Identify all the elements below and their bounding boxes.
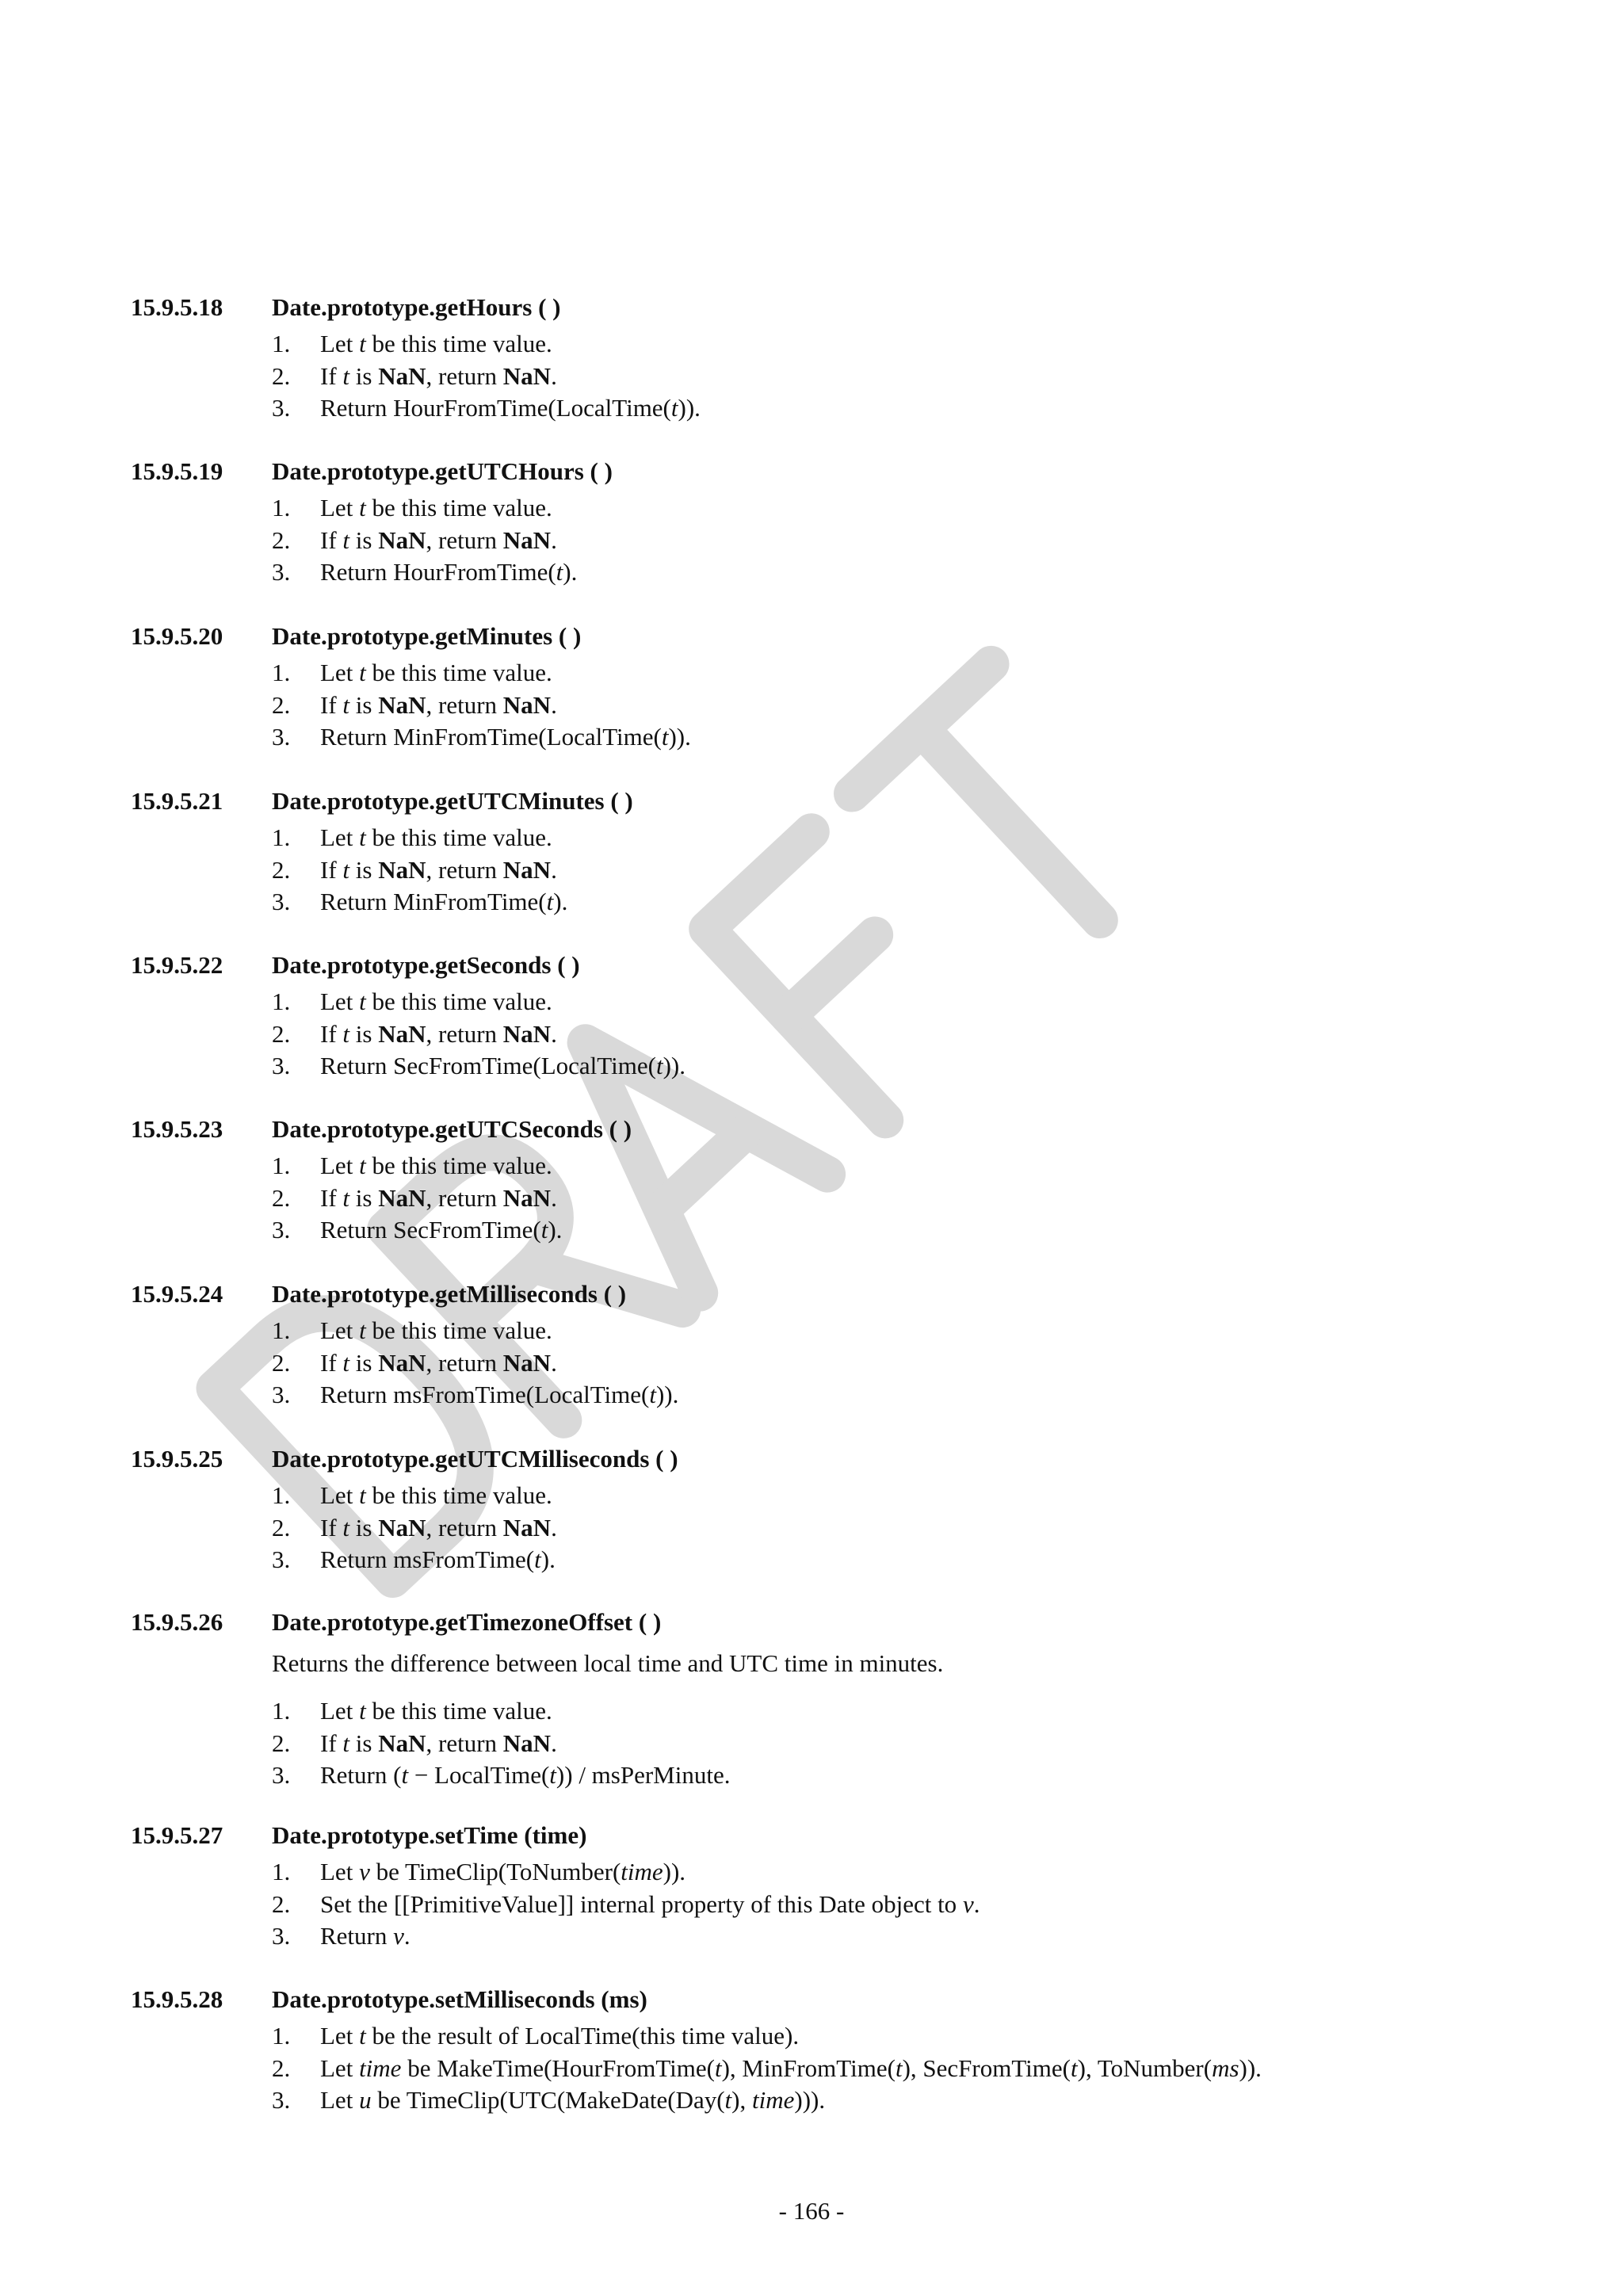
algorithm-step — [0, 854, 1623, 887]
section-heading — [0, 456, 1623, 487]
section-title: Date.prototype.getHours ( ) — [272, 293, 561, 321]
step-number: 2. — [272, 361, 291, 390]
spec-section — [0, 785, 1623, 919]
step-text: Let t be this time value. — [320, 823, 552, 851]
spec-section — [0, 1820, 1623, 1953]
step-text: Let t be this time value. — [320, 1152, 552, 1179]
algorithm-step — [0, 361, 1623, 393]
step-number: 2. — [272, 2053, 291, 2082]
spec-section — [0, 621, 1623, 754]
algorithm-step — [0, 1050, 1623, 1083]
step-text: If t is NaN, return NaN. — [320, 1183, 557, 1212]
algorithm-step — [0, 328, 1623, 361]
step-number: 2. — [272, 1019, 291, 1048]
algorithm-steps — [0, 1856, 1623, 1953]
algorithm-steps — [0, 986, 1623, 1083]
section-number: 15.9.5.21 — [131, 787, 223, 815]
step-number: 3. — [272, 1381, 291, 1408]
step-text: Let time be MakeTime(HourFromTime(t), MinFromTime(t), SecFromTime(t), ToNumber(ms)). — [320, 2053, 1262, 2082]
step-number: 3. — [272, 558, 291, 586]
step-text: Return v. — [320, 1922, 411, 1950]
step-number: 1. — [272, 1152, 291, 1179]
section-number: 15.9.5.26 — [131, 1608, 223, 1636]
section-heading — [0, 1443, 1623, 1475]
step-text: Return (t − LocalTime(t)) / msPerMinute. — [320, 1761, 731, 1789]
step-number: 2. — [272, 1513, 291, 1541]
step-number: 1. — [272, 330, 291, 357]
algorithm-steps — [0, 1315, 1623, 1412]
step-text: If t is NaN, return NaN. — [320, 690, 557, 719]
section-number: 15.9.5.19 — [131, 457, 223, 485]
section-title: Date.prototype.getTimezoneOffset ( ) — [272, 1608, 662, 1636]
algorithm-steps — [0, 1480, 1623, 1576]
section-heading — [0, 1606, 1623, 1638]
section-heading — [0, 1820, 1623, 1851]
step-text: Let t be this time value. — [320, 659, 552, 686]
algorithm-steps — [0, 657, 1623, 754]
algorithm-step — [0, 1347, 1623, 1380]
algorithm-step — [0, 1695, 1623, 1728]
step-text: Return HourFromTime(t). — [320, 558, 578, 586]
step-text: Return MinFromTime(LocalTime(t)). — [320, 723, 691, 751]
step-number: 2. — [272, 1348, 291, 1377]
algorithm-step — [0, 1920, 1623, 1953]
step-number: 2. — [272, 1729, 291, 1757]
step-text: Set the [[PrimitiveValue]] internal property of this Date object to v. — [320, 1889, 980, 1918]
algorithm-step — [0, 1214, 1623, 1247]
step-text: If t is NaN, return NaN. — [320, 1729, 557, 1757]
section-heading — [0, 1984, 1623, 2015]
spec-section — [0, 1984, 1623, 2117]
algorithm-step — [0, 886, 1623, 919]
algorithm-step — [0, 525, 1623, 557]
page-number: - 166 - — [778, 2197, 845, 2225]
algorithm-step — [0, 1018, 1623, 1051]
step-number: 2. — [272, 1889, 291, 1918]
algorithm-step — [0, 1544, 1623, 1576]
step-number: 1. — [272, 1316, 291, 1344]
step-text: Return HourFromTime(LocalTime(t)). — [320, 394, 701, 422]
section-heading — [0, 1278, 1623, 1310]
step-text: Let t be this time value. — [320, 1697, 552, 1725]
section-number: 15.9.5.20 — [131, 622, 223, 650]
section-title: Date.prototype.getMinutes ( ) — [272, 622, 582, 650]
step-number: 3. — [272, 1922, 291, 1950]
step-text: Let u be TimeClip(UTC(MakeDate(Day(t), time))). — [320, 2086, 826, 2114]
spec-section — [0, 1278, 1623, 1412]
algorithm-steps — [0, 2020, 1623, 2117]
step-text: If t is NaN, return NaN. — [320, 361, 557, 390]
step-number: 3. — [272, 1761, 291, 1789]
step-number: 3. — [272, 1052, 291, 1079]
step-text: Let t be this time value. — [320, 330, 552, 357]
algorithm-step — [0, 1315, 1623, 1347]
algorithm-step — [0, 657, 1623, 690]
step-number: 3. — [272, 723, 291, 751]
section-title: Date.prototype.getUTCSeconds ( ) — [272, 1115, 632, 1143]
algorithm-step — [0, 1150, 1623, 1182]
section-title: Date.prototype.setMilliseconds (ms) — [272, 1985, 647, 2013]
step-text: If t is NaN, return NaN. — [320, 855, 557, 884]
step-text: Let t be the result of LocalTime(this time value). — [320, 2022, 800, 2050]
section-description: Returns the difference between local time and UTC time in minutes. — [272, 1649, 944, 1677]
algorithm-steps — [0, 822, 1623, 919]
step-text: If t is NaN, return NaN. — [320, 1019, 557, 1048]
section-title: Date.prototype.setTime (time) — [272, 1821, 587, 1849]
section-heading — [0, 785, 1623, 817]
step-text: Return msFromTime(t). — [320, 1545, 556, 1573]
spec-section — [0, 949, 1623, 1083]
section-heading — [0, 1114, 1623, 1145]
algorithm-step — [0, 492, 1623, 525]
algorithm-step — [0, 822, 1623, 854]
algorithm-steps — [0, 492, 1623, 589]
algorithm-step — [0, 556, 1623, 589]
step-text: If t is NaN, return NaN. — [320, 525, 557, 554]
spec-section — [0, 456, 1623, 589]
step-text: Let v be TimeClip(ToNumber(time)). — [320, 1858, 686, 1885]
step-number: 1. — [272, 494, 291, 521]
section-number: 15.9.5.28 — [131, 1985, 223, 2013]
step-number: 3. — [272, 394, 291, 422]
step-number: 3. — [272, 888, 291, 915]
algorithm-step — [0, 1889, 1623, 1921]
step-number: 3. — [272, 1545, 291, 1573]
step-number: 1. — [272, 659, 291, 686]
section-number: 15.9.5.23 — [131, 1115, 223, 1143]
section-title: Date.prototype.getUTCMinutes ( ) — [272, 787, 633, 815]
spec-section — [0, 1443, 1623, 1576]
algorithm-step — [0, 392, 1623, 425]
section-title: Date.prototype.getMilliseconds ( ) — [272, 1280, 627, 1308]
step-text: Return SecFromTime(t). — [320, 1216, 563, 1244]
algorithm-step — [0, 2053, 1623, 2085]
algorithm-steps — [0, 1150, 1623, 1247]
step-number: 1. — [272, 988, 291, 1015]
algorithm-steps — [0, 328, 1623, 425]
step-text: If t is NaN, return NaN. — [320, 1348, 557, 1377]
section-heading — [0, 292, 1623, 323]
section-number: 15.9.5.25 — [131, 1445, 223, 1473]
section-number: 15.9.5.24 — [131, 1280, 223, 1308]
algorithm-step — [0, 1856, 1623, 1889]
step-text: Let t be this time value. — [320, 988, 552, 1015]
step-number: 2. — [272, 690, 291, 719]
step-number: 2. — [272, 855, 291, 884]
step-number: 3. — [272, 1216, 291, 1244]
section-heading — [0, 949, 1623, 981]
section-title: Date.prototype.getUTCHours ( ) — [272, 457, 613, 485]
step-number: 2. — [272, 525, 291, 554]
step-text: Let t be this time value. — [320, 1316, 552, 1344]
algorithm-step — [0, 1379, 1623, 1412]
section-title: Date.prototype.getUTCMilliseconds ( ) — [272, 1445, 678, 1473]
step-text: Return MinFromTime(t). — [320, 888, 568, 915]
spec-section — [0, 1606, 1623, 1792]
step-number: 3. — [272, 2086, 291, 2114]
algorithm-step — [0, 986, 1623, 1018]
algorithm-step — [0, 1512, 1623, 1545]
spec-section — [0, 292, 1623, 425]
section-title: Date.prototype.getSeconds ( ) — [272, 951, 580, 979]
algorithm-step — [0, 690, 1623, 722]
step-number: 2. — [272, 1183, 291, 1212]
step-number: 1. — [272, 1697, 291, 1725]
algorithm-step — [0, 1728, 1623, 1760]
section-number: 15.9.5.27 — [131, 1821, 223, 1849]
step-number: 1. — [272, 823, 291, 851]
algorithm-step — [0, 1480, 1623, 1512]
step-text: Return SecFromTime(LocalTime(t)). — [320, 1052, 685, 1079]
section-heading — [0, 621, 1623, 652]
step-number: 1. — [272, 2022, 291, 2050]
algorithm-step — [0, 1759, 1623, 1792]
algorithm-step — [0, 2084, 1623, 2117]
step-text: If t is NaN, return NaN. — [320, 1513, 557, 1541]
step-text: Let t be this time value. — [320, 494, 552, 521]
spec-section — [0, 1114, 1623, 1247]
step-number: 1. — [272, 1858, 291, 1885]
algorithm-step — [0, 2020, 1623, 2053]
algorithm-steps — [0, 1695, 1623, 1792]
section-number: 15.9.5.22 — [131, 951, 223, 979]
algorithm-step — [0, 1182, 1623, 1215]
algorithm-step — [0, 721, 1623, 754]
section-number: 15.9.5.18 — [131, 293, 223, 321]
step-number: 1. — [272, 1481, 291, 1509]
step-text: Let t be this time value. — [320, 1481, 552, 1509]
step-text: Return msFromTime(LocalTime(t)). — [320, 1381, 679, 1408]
